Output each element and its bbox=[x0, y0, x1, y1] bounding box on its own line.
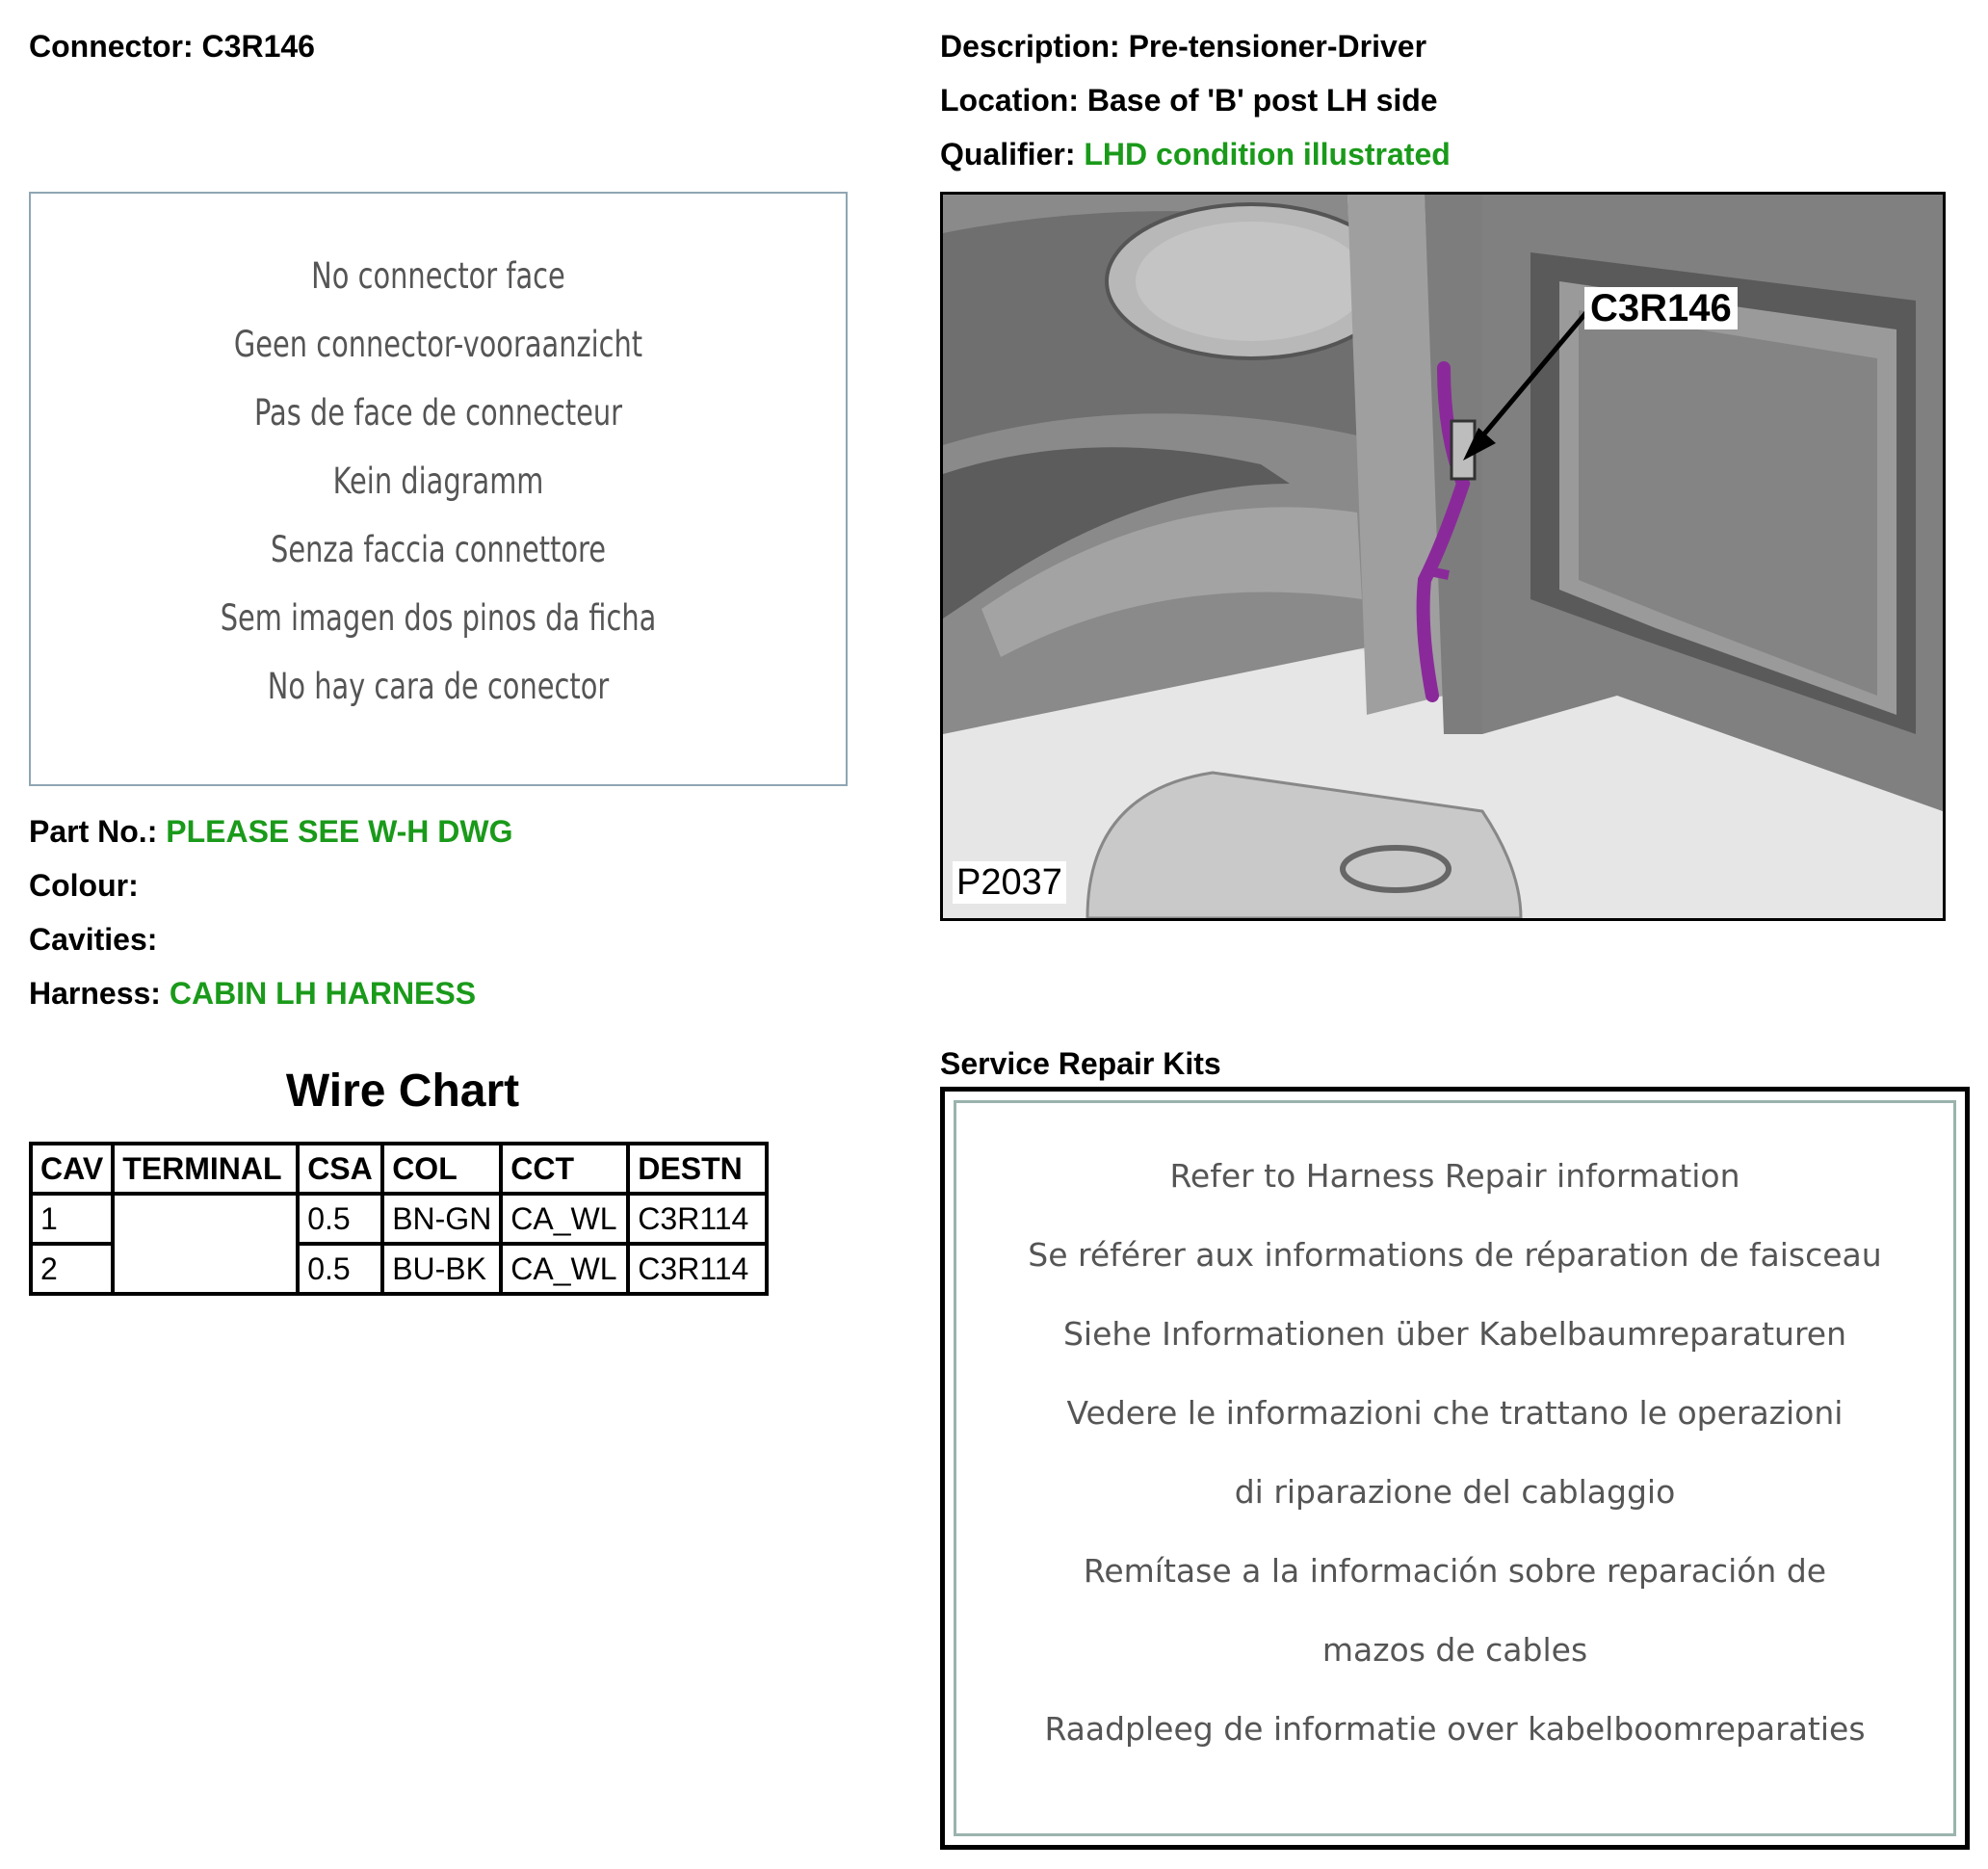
description-value: Pre-tensioner-Driver bbox=[1128, 29, 1427, 64]
cell-cct: CA_WL bbox=[501, 1194, 628, 1244]
header-destn: DESTN bbox=[628, 1144, 767, 1194]
repair-info-line: Raadpleeg de informatie over kabelboomreparaties bbox=[1044, 1710, 1866, 1748]
connector-field bbox=[29, 27, 315, 66]
description-label: Description: bbox=[940, 29, 1120, 64]
connector-face-panel bbox=[29, 192, 848, 786]
connector-face-line: Geen connector-vooraanzicht bbox=[233, 324, 643, 365]
repair-info-line: Se référer aux informations de réparation de faisceau bbox=[1028, 1236, 1882, 1274]
cell-csa: 0.5 bbox=[298, 1194, 382, 1244]
part-no-value: PLEASE SEE W-H DWG bbox=[166, 814, 513, 849]
cavities-field bbox=[29, 920, 157, 959]
qualifier-label: Qualifier: bbox=[940, 137, 1076, 171]
cavities-label: Cavities: bbox=[29, 922, 158, 957]
table-row bbox=[31, 1194, 767, 1244]
cell-col: BN-GN bbox=[382, 1194, 501, 1244]
connector-face-line: No connector face bbox=[311, 255, 565, 297]
repair-info-line: di riparazione del cablaggio bbox=[1234, 1473, 1676, 1511]
header-terminal: TERMINAL bbox=[113, 1144, 298, 1194]
repair-info-line: Vedere le informazioni che trattano le operazioni bbox=[1066, 1394, 1844, 1432]
cell-csa: 0.5 bbox=[298, 1244, 382, 1294]
cell-terminal bbox=[113, 1194, 298, 1294]
repair-info-line: Siehe Informationen über Kabelbaumreparaturen bbox=[1062, 1315, 1847, 1353]
connector-face-line: Sem imagen dos pinos da ficha bbox=[220, 597, 657, 639]
qualifier-value: LHD condition illustrated bbox=[1084, 137, 1451, 171]
header-col: COL bbox=[382, 1144, 501, 1194]
cell-destn: C3R114 bbox=[628, 1244, 767, 1294]
location-field bbox=[940, 81, 1438, 119]
repair-info-line: Refer to Harness Repair information bbox=[1169, 1157, 1740, 1195]
vehicle-interior-illustration bbox=[943, 195, 1943, 918]
colour-field bbox=[29, 866, 139, 905]
connector-face-line: No hay cara de conector bbox=[267, 666, 610, 707]
photo-reference-label: P2037 bbox=[953, 861, 1066, 904]
cell-destn: C3R114 bbox=[628, 1194, 767, 1244]
service-repair-kits-panel bbox=[940, 1087, 1970, 1850]
part-no-label: Part No.: bbox=[29, 814, 158, 849]
connector-face-line: Pas de face de connecteur bbox=[253, 392, 623, 434]
wire-chart-title: Wire Chart bbox=[285, 1066, 520, 1117]
connector-value: C3R146 bbox=[201, 29, 315, 64]
colour-label: Colour: bbox=[29, 868, 139, 903]
connector-face-line: Senza faccia connettore bbox=[271, 529, 606, 570]
cell-col: BU-BK bbox=[382, 1244, 501, 1294]
qualifier-field bbox=[940, 135, 1451, 173]
cell-cav: 1 bbox=[31, 1194, 113, 1244]
connector-face-line: Kein diagramm bbox=[332, 461, 544, 502]
description-field bbox=[940, 27, 1426, 66]
harness-value: CABIN LH HARNESS bbox=[169, 976, 477, 1011]
repair-info-line: Remítase a la información sobre reparación de bbox=[1083, 1552, 1827, 1590]
photo-callout-label: C3R146 bbox=[1584, 287, 1738, 329]
harness-label: Harness: bbox=[29, 976, 161, 1011]
location-photo bbox=[940, 192, 1946, 921]
part-no-field bbox=[29, 812, 513, 851]
harness-field bbox=[29, 974, 476, 1013]
wire-chart-header-row bbox=[31, 1144, 767, 1194]
wire-chart-table bbox=[29, 1142, 769, 1296]
service-repair-kits-title: Service Repair Kits bbox=[940, 1046, 1221, 1081]
header-cct: CCT bbox=[501, 1144, 628, 1194]
cell-cav: 2 bbox=[31, 1244, 113, 1294]
location-value: Base of 'B' post LH side bbox=[1086, 83, 1438, 118]
location-label: Location: bbox=[940, 83, 1079, 118]
cell-cct: CA_WL bbox=[501, 1244, 628, 1294]
repair-info-line: mazos de cables bbox=[1321, 1631, 1588, 1669]
header-cav: CAV bbox=[31, 1144, 113, 1194]
header-csa: CSA bbox=[298, 1144, 382, 1194]
connector-label: Connector: bbox=[29, 29, 194, 64]
